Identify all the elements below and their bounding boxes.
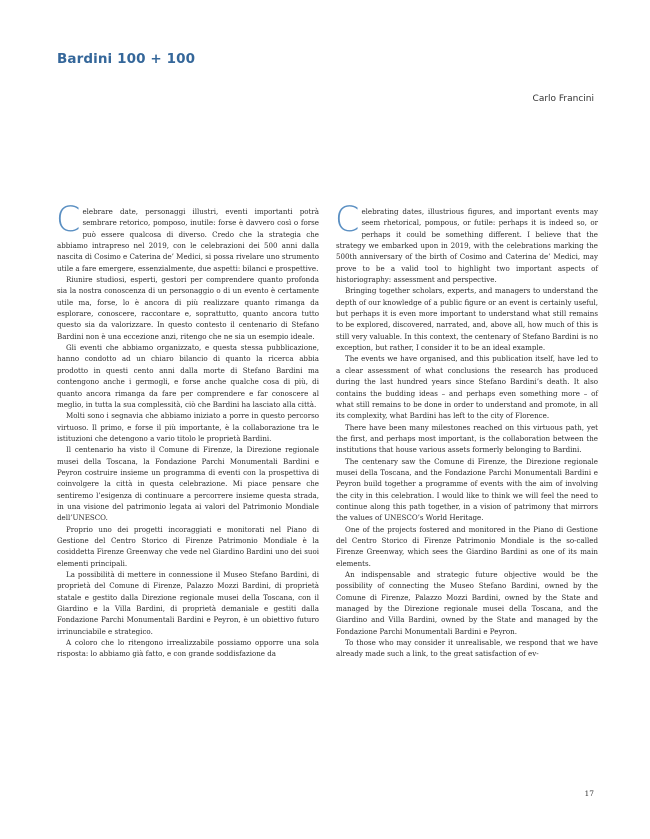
paragraph: An indispensable and strategic future objective would be the possibility of connecting the Museo Stefano Bardini, owned by the Comune di Firenze, Palazzo Mozzi Bardini, owned by the State and managed by the Direzione regionale musei della Toscana, and the Giardino and Villa Bardini, owned by the State and managed by the Fondazione Parchi Monumentali Bardini e Peyron. <box>336 570 598 636</box>
paragraph: A coloro che lo ritengono irrealizzabile possiamo opporre una sola risposta: lo abbiamo già fatto, e con grande soddisfazione da <box>57 638 319 659</box>
paragraph: The centenary saw the Comune di Firenze, the Direzione regionale musei della Toscana, and the Fondazione Parchi Monumentali Bardini e Peyron build together a programme of events with the aim of involving the city in this celebration. I would like to think we will feel the need to continue along this path together, in a vision of patrimony that mirrors the values of UNESCO’s World Heritage. <box>336 456 598 523</box>
paragraph <box>335 200 598 285</box>
paragraph-text: elebrare date, personaggi illustri, eventi importanti potrà sembrare retorico, pomposo, inutile: forse è davvero così o forse può essere qualcosa di diverso. Credo che la strategia che abbiamo intrapreso nel 2019, con le celebrazioni dei 500 anni dalla nascita di Cosimo e Caterina de’ Medici, si possa rivelare uno strumento utile a fare emergere, essenzialmente, due aspetti: bilanci e prospettive. <box>57 207 319 273</box>
paragraph: Gli eventi che abbiamo organizzato, e questa stessa pubblicazione, hanno condotto ad un chiaro bilancio di quanto la ricerca abbia prodotto in questi cento anni dalla morte di Stefano Bardini ma contengono anche i germogli, e forse anche qualche cosa di più, di quanto ancora rimanga da fare per comprendere e far conoscere al meglio, in tutta la sua complessità, ciò che Bardini ha lasciato alla città. <box>57 343 319 409</box>
paragraph: Bringing together scholars, experts, and managers to understand the depth of our knowledge of a public figure or an event is certainly useful, but perhaps it is even more important to understand what still remains to be explored, discovered, narrated, and, above all, how much of this is still very valuable. In this context, the centenary of Stefano Bardini is no exception, but rather, I consider it to be an ideal example. <box>336 286 598 353</box>
paragraph: Molti sono i segnavia che abbiamo iniziato a porre in questo percorso virtuoso. Il primo, e forse il più importante, è la collaborazione tra le istituzioni che detengono a vario titolo le proprietà Bardini. <box>57 411 319 443</box>
italian-column <box>56 200 319 660</box>
paragraph: Proprio uno dei progetti incoraggiati e monitorati nel Piano di Gestione del Centro Storico di Firenze Patrimonio Mondiale è la cosiddetta Firenze Greenway che vede nel Giardino Bardini uno dei suoi elementi principali. <box>57 524 319 568</box>
author-name: Carlo Francini <box>532 94 594 104</box>
english-column <box>335 200 598 660</box>
paragraph <box>56 200 319 274</box>
paragraph: There have been many milestones reached on this virtuous path, yet the first, and perhaps most important, is the collaboration between the institutions that house various assets formerly belonging to Bardini. <box>336 422 598 455</box>
paragraph: Il centenario ha visto il Comune di Firenze, la Direzione regionale musei della Toscana, la Fondazione Parchi Monumentali Bardini e Peyron costruire insieme un programma di eventi con la prospettiva di coinvolgere la città in questa celebrazione. Mi piace pensare che sentiremo l’esigenza di continuare a percorrere insieme questa strada, in una visione del patrimonio legata ai valori del Patrimonio Mondiale dell’UNESCO. <box>57 445 319 523</box>
paragraph: One of the projects fostered and monitored in the Piano di Gestione del Centro Storico di Firenze Patrimonio Mondiale is the so-called Firenze Greenway, which sees the Giardino Bardini as one of its main elements. <box>336 524 598 568</box>
paragraph: The events we have organised, and this publication itself, have led to a clear assessment of what conclusions the research has produced during the last hundred years since Stefano Bardini’s death. It also contains the budding ideas – and perhaps even something more – of what still remains to be done in order to understand and promote, in all its complexity, what Bardini has left to the city of Florence. <box>336 354 598 421</box>
article-title: Bardini 100 + 100 <box>57 51 196 67</box>
paragraph-text: elebrating dates, illustrious figures, and important events may seem rhetorical, pompous, or futile: perhaps it is indeed so, or perhaps it could be something different. I believe that the strategy we embarked upon in 2019, with the celebrations marking the 500th anniversary of the birth of Cosimo and Caterina de’ Medici, may prove to be a valid tool to highlight two important aspects of historiography: assessment and perspective. <box>336 207 598 285</box>
page-number: 17 <box>584 789 594 798</box>
drop-cap: C <box>335 200 360 240</box>
paragraph: Riunire studiosi, esperti, gestori per comprendere quanto profonda sia la nostra conoscenza di un personaggio o di un evento è certamente utile ma, forse, lo è ancora di più realizzare quanto rimanga da esplorare, conoscere, raccontare e, soprattutto, quanto ancora tutto questo sia da valorizzare. In questo contesto il centenario di Stefano Bardini non è una eccezione anzi, ritengo che ne sia un esempio ideale. <box>57 275 319 341</box>
drop-cap: C <box>56 200 81 240</box>
paragraph: To those who may consider it unrealisable, we respond that we have already made such a link, to the great satisfaction of ev- <box>336 638 598 659</box>
paragraph: La possibilità di mettere in connessione il Museo Stefano Bardini, di proprietà del Comune di Firenze, Palazzo Mozzi Bardini, di proprietà statale e gestito dalla Direzione regionale musei della Toscana, con il Giardino e la Villa Bardini, di proprietà demaniale e gestiti dalla Fondazione Parchi Monumentali Bardini e Peyron, è un obiettivo futuro irrinunciabile e strategico. <box>57 570 319 636</box>
